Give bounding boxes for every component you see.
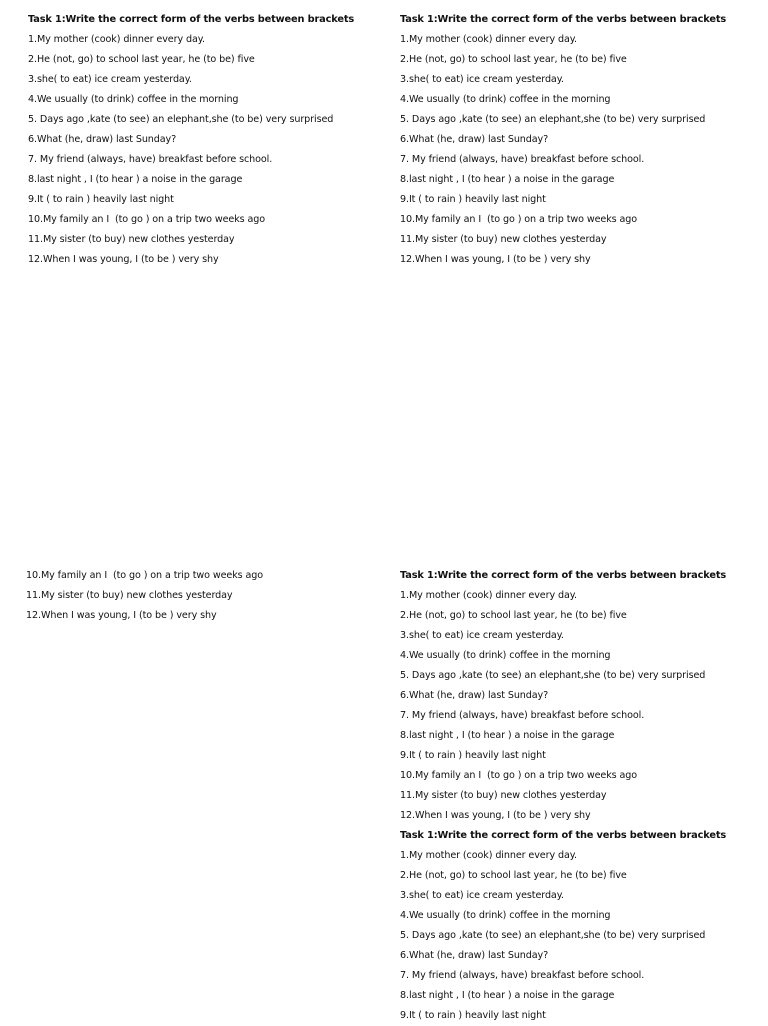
task-item: 11.My sister (to buy) new clothes yesterday [28, 234, 235, 245]
task-item: 12.When I was young, I (to be ) very shy [400, 254, 591, 265]
task-item: 10.My family an I (to go ) on a trip two weeks ago [26, 570, 264, 581]
task-item: 4.We usually (to drink) coffee in the morning [400, 650, 611, 661]
task-item: 5. Days ago ,kate (to see) an elephant,she (to be) very surprised [400, 114, 706, 125]
task-block-top-left [28, 10, 354, 270]
task-item: 10.My family an I (to go ) on a trip two weeks ago [400, 770, 638, 781]
task-item: 3.she( to eat) ice cream yesterday. [400, 890, 564, 901]
task-item: 11.My sister (to buy) new clothes yesterday [400, 234, 607, 245]
task-item: 8.last night , I (to hear ) a noise in the garage [400, 174, 615, 185]
task-item: 7. My friend (always, have) breakfast before school. [400, 970, 645, 981]
task-item: 1.My mother (cook) dinner every day. [400, 850, 577, 861]
task-item: 5. Days ago ,kate (to see) an elephant,she (to be) very surprised [400, 930, 706, 941]
task-item: 10.My family an I (to go ) on a trip two weeks ago [400, 214, 638, 225]
task-item: 5. Days ago ,kate (to see) an elephant,she (to be) very surprised [400, 670, 706, 681]
task-title: Task 1:Write the correct form of the verbs between brackets [400, 14, 727, 25]
task-item: 5. Days ago ,kate (to see) an elephant,she (to be) very surprised [28, 114, 334, 125]
task-block-bottom-right-1 [400, 566, 726, 826]
task-item: 10.My family an I (to go ) on a trip two weeks ago [28, 214, 266, 225]
task-item: 11.My sister (to buy) new clothes yesterday [26, 590, 233, 601]
task-item: 9.It ( to rain ) heavily last night [400, 1010, 546, 1021]
task-item: 6.What (he, draw) last Sunday? [400, 690, 549, 701]
task-item: 7. My friend (always, have) breakfast before school. [400, 710, 645, 721]
task-item: 2.He (not, go) to school last year, he (to be) five [400, 54, 627, 65]
task-item: 1.My mother (cook) dinner every day. [400, 34, 577, 45]
task-item: 2.He (not, go) to school last year, he (to be) five [28, 54, 255, 65]
task-item: 4.We usually (to drink) coffee in the morning [400, 94, 611, 105]
task-item: 2.He (not, go) to school last year, he (to be) five [400, 870, 627, 881]
task-item: 1.My mother (cook) dinner every day. [400, 590, 577, 601]
task-item: 7. My friend (always, have) breakfast before school. [400, 154, 645, 165]
task-title: Task 1:Write the correct form of the verbs between brackets [28, 14, 355, 25]
task-title: Task 1:Write the correct form of the verbs between brackets [400, 570, 727, 581]
task-item: 3.she( to eat) ice cream yesterday. [400, 74, 564, 85]
task-item: 3.she( to eat) ice cream yesterday. [28, 74, 192, 85]
task-item: 8.last night , I (to hear ) a noise in the garage [28, 174, 243, 185]
task-item: 11.My sister (to buy) new clothes yesterday [400, 790, 607, 801]
task-item: 1.My mother (cook) dinner every day. [28, 34, 205, 45]
task-item: 2.He (not, go) to school last year, he (to be) five [400, 610, 627, 621]
task-item: 6.What (he, draw) last Sunday? [400, 950, 549, 961]
task-item: 12.When I was young, I (to be ) very shy [28, 254, 219, 265]
task-item: 6.What (he, draw) last Sunday? [400, 134, 549, 145]
task-item: 8.last night , I (to hear ) a noise in the garage [400, 990, 615, 1001]
task-item: 9.It ( to rain ) heavily last night [400, 194, 546, 205]
task-item: 7. My friend (always, have) breakfast before school. [28, 154, 273, 165]
task-block-bottom-left [26, 566, 263, 626]
task-item: 4.We usually (to drink) coffee in the morning [400, 910, 611, 921]
task-item: 3.she( to eat) ice cream yesterday. [400, 630, 564, 641]
task-item: 8.last night , I (to hear ) a noise in the garage [400, 730, 615, 741]
task-block-top-right [400, 10, 726, 270]
task-block-bottom-right-2 [400, 826, 726, 1026]
task-item: 12.When I was young, I (to be ) very shy [400, 810, 591, 821]
task-title: Task 1:Write the correct form of the verbs between brackets [400, 830, 727, 841]
task-item: 9.It ( to rain ) heavily last night [28, 194, 174, 205]
task-item: 9.It ( to rain ) heavily last night [400, 750, 546, 761]
task-item: 6.What (he, draw) last Sunday? [28, 134, 177, 145]
task-item: 4.We usually (to drink) coffee in the morning [28, 94, 239, 105]
task-item: 12.When I was young, I (to be ) very shy [26, 610, 217, 621]
